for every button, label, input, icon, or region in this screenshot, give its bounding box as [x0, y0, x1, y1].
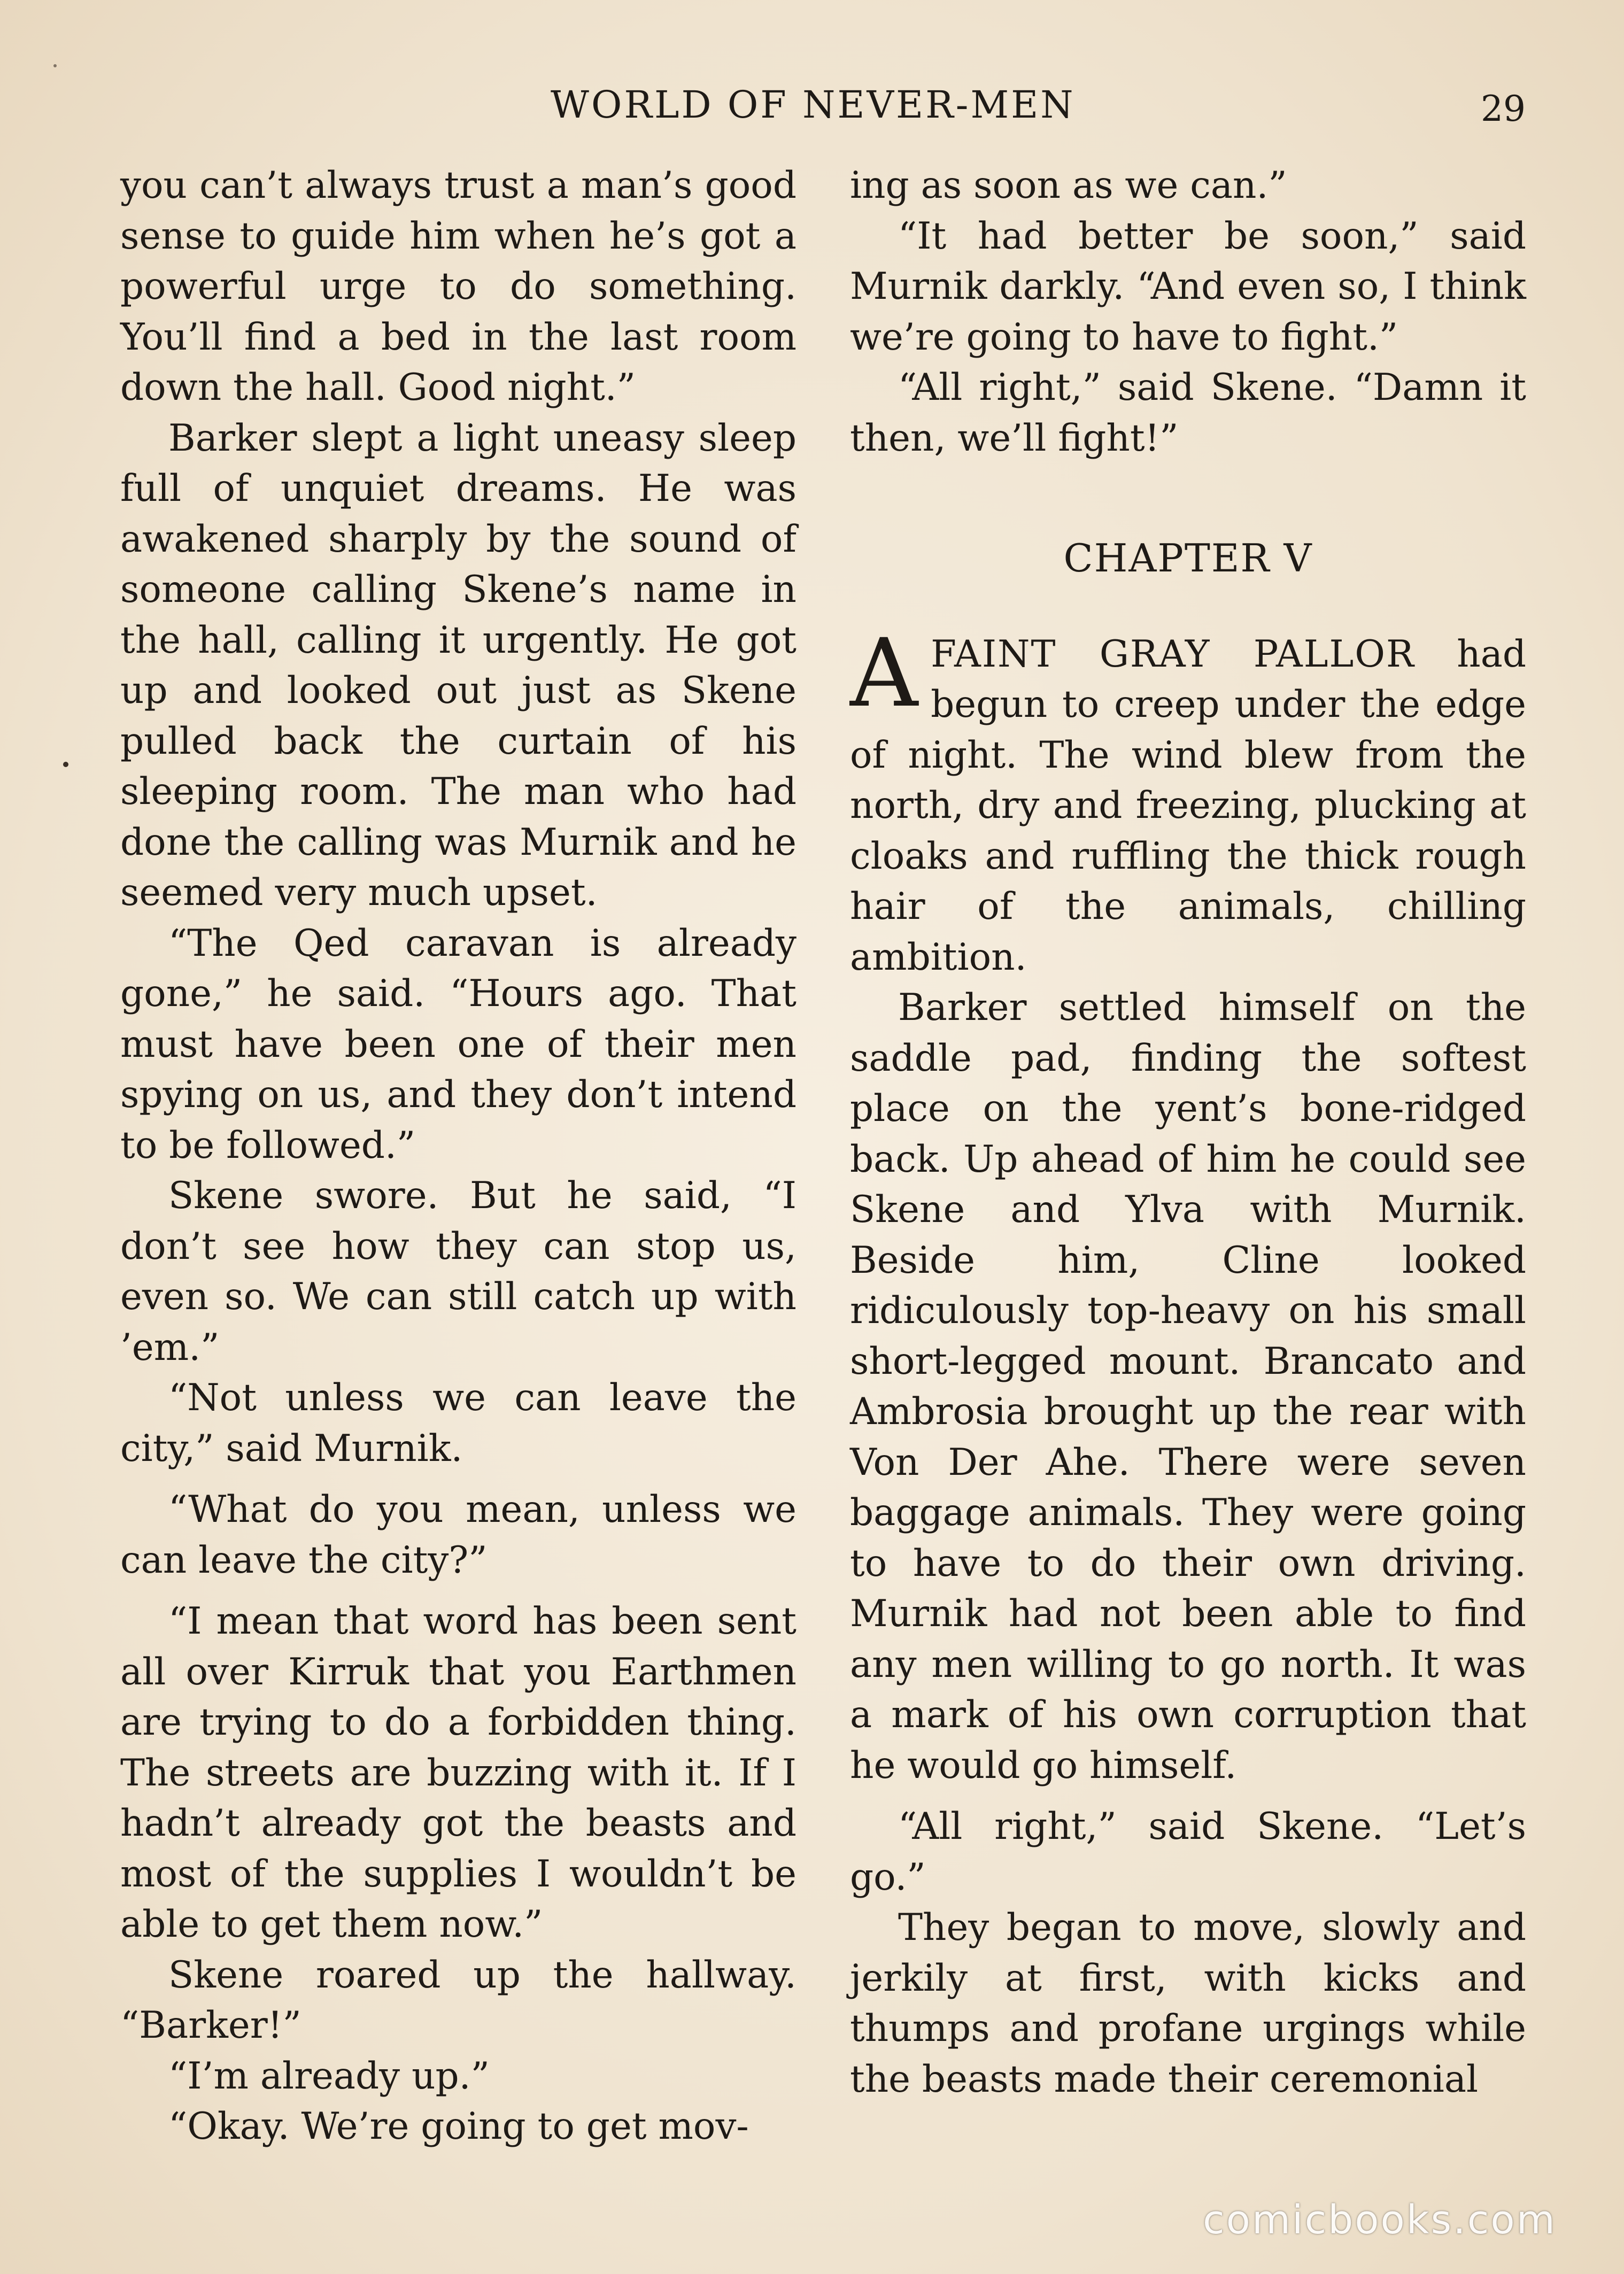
paragraph: you can’t always trust a man’s good sense to guide him when he’s got a powerful urge to do something. You’ll find a bed in the last room down the hall. Good night.” [120, 164, 796, 409]
paragraph: ing as soon as we can.” [850, 164, 1287, 207]
paragraph: “The Qed caravan is already gone,” he said. “Hours ago. That must have been one of their men spying on us, and they don’t intend to be followed.” [120, 922, 796, 1167]
drop-cap: A [850, 618, 918, 728]
paragraph: “I’m already up.” [168, 2054, 490, 2098]
paragraph: Barker settled himself on the saddle pad, finding the softest place on the yent’s bone-ridged back. Up ahead of him he could see Skene and Ylva with Murnik. Beside him, Cline looked ridiculously top-heavy on his small short-legged mount. Brancato and Ambrosia brought up the rear with Von Der Ahe. There were seven baggage animals. They were going to have to do their own driving. Murnik had not been able to find any men willing to go north. It was a mark of his own corruption that he would go himself. [850, 986, 1526, 1787]
opening-smallcaps: FAINT GRAY PALLOR [931, 632, 1415, 676]
chapter-heading: CHAPTER V [1063, 536, 1313, 581]
running-head [0, 78, 1624, 131]
paragraph: “It had better be soon,” said Murnik darkly. “And even so, I think we’re going to have to fight.” [850, 214, 1526, 359]
paragraph: “Not unless we can leave the city,” said Murnik. [120, 1376, 796, 1470]
paragraph: “All right,” said Skene. “Damn it then, we’ll fight!” [850, 366, 1526, 460]
paragraph: “Okay. We’re going to get mov- [168, 2105, 749, 2148]
paragraph: “All right,” said Skene. “Let’s go.” [850, 1805, 1526, 1899]
opening-text: had begun to creep under the edge of night. The wind blew from the north, dry and freezing, plucking at cloaks and ruffling the thick rough hair of the animals, chilling ambition. [850, 632, 1526, 979]
paragraph: “What do you mean, unless we can leave the city?” [120, 1488, 796, 1582]
paragraph: Skene roared up the hallway. “Barker!” [120, 1953, 796, 2047]
paragraph: They began to move, slowly and jerkily at first, with kicks and thumps and profane urgings while the beasts made their ceremonial [850, 1906, 1526, 2101]
paragraph: Barker slept a light uneasy sleep full of unquiet dreams. He was awakened sharply by the sound of someone calling Skene’s name in the hall, calling it urgently. He got up and looked out just as Skene pulled back the curtain of his sleeping room. The man who had done the calling was Murnik and he seemed very much upset. [120, 416, 796, 914]
page-number: 29 [1481, 88, 1526, 129]
paper-speck [63, 762, 68, 767]
chapter-opening-paragraph [850, 618, 1526, 983]
paragraph: Skene swore. But he said, “I don’t see how they can stop us, even so. We can still catch up with ’em.” [120, 1174, 796, 1369]
paper-speck [53, 64, 57, 67]
running-title: WORLD OF NEVER-MEN [551, 83, 1076, 127]
paragraph: “I mean that word has been sent all over Kirruk that you Earthmen are trying to do a forbidden thing. The streets are buzzing with it. If I hadn’t already got the beasts and most of the supplies I wouldn’t be able to get them now.” [120, 1600, 796, 1946]
right-column [850, 160, 1526, 2105]
left-column [120, 160, 796, 2152]
watermark: comicbooks.com [1203, 2197, 1557, 2243]
